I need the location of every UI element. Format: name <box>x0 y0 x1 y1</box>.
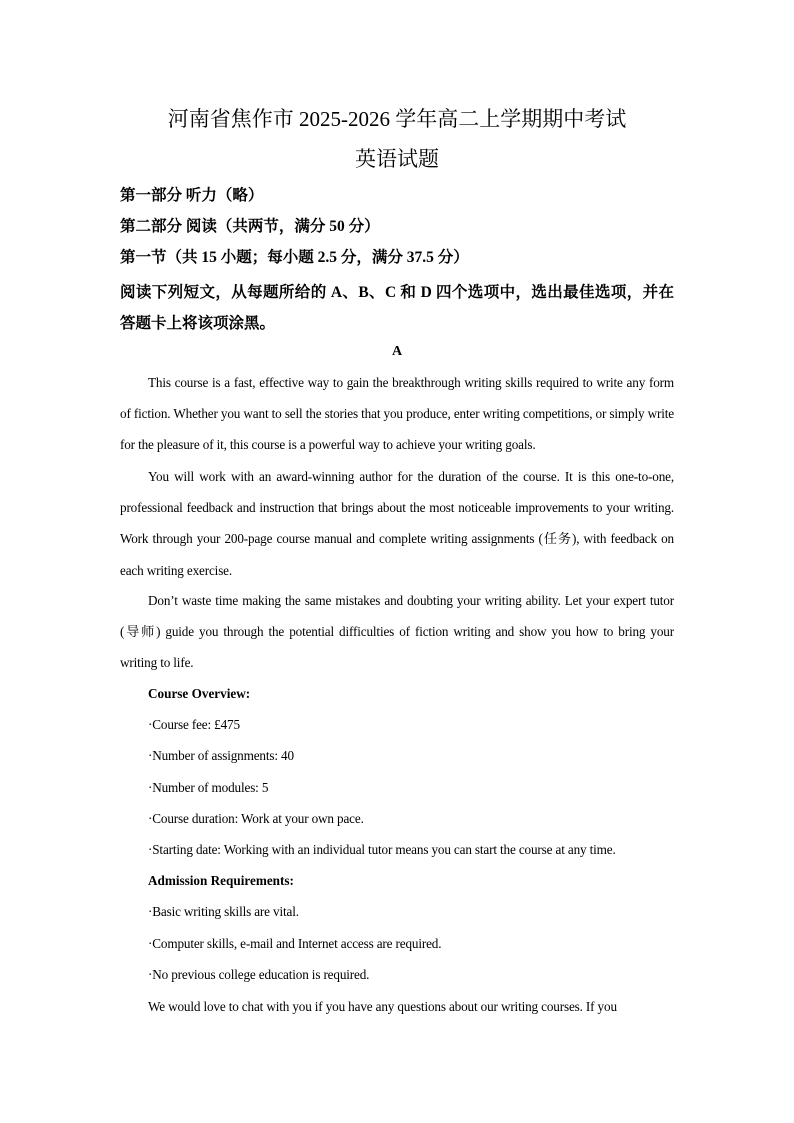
passage-letter: A <box>391 344 403 359</box>
overview-item: ·Number of assignments: 40 <box>148 748 294 763</box>
passage-paragraph: You will work with an award-winning author for the duration of the course. It is this one-to-one, professional feedback and instruction that brings about the most noticeable improvements to your writing. Work through your 200-page course manual and complete writing assignments (任务), with feedback on each writing exercise. <box>120 469 674 578</box>
overview-heading: Course Overview: <box>148 686 251 701</box>
passage-paragraph: This course is a fast, effective way to gain the breakthrough writing skills required to write any form of fiction. Whether you want to sell the stories that you produce, enter writing competitions, or simply write for the pleasure of it, this course is a powerful way to achieve your writing goals. <box>120 375 674 453</box>
passage-paragraph: Don’t waste time making the same mistakes and doubting your writing ability. Let your expert tutor (导师) guide you through the potential difficulties of fiction writing and show you how to bring your writing to life. <box>120 593 674 671</box>
subject-title: 英语试题 <box>355 147 439 171</box>
instructions: 阅读下列短文，从每题所给的 A、B、C 和 D 四个选项中，选出最佳选项，并在答题卡上将该项涂黑。 <box>120 284 674 332</box>
overview-item: ·Course fee: £475 <box>148 717 240 732</box>
admission-heading: Admission Requirements: <box>148 873 294 888</box>
part2-heading: 第二部分 阅读（共两节，满分 50 分） <box>120 218 380 235</box>
admission-item: ·Computer skills, e-mail and Internet access are required. <box>148 936 442 951</box>
overview-item: ·Number of modules: 5 <box>148 780 269 795</box>
part1-heading: 第一部分 听力（略） <box>120 187 264 204</box>
exam-title: 河南省焦作市 2025-2026 学年高二上学期期中考试 <box>167 107 627 131</box>
passage-paragraph: We would love to chat with you if you have any questions about our writing courses. If you <box>148 999 617 1014</box>
overview-item: ·Starting date: Working with an individual tutor means you can start the course at any time. <box>148 842 616 857</box>
section1-heading: 第一节（共 15 小题；每小题 2.5 分，满分 37.5 分） <box>120 249 469 266</box>
admission-item: ·Basic writing skills are vital. <box>148 904 299 919</box>
overview-item: ·Course duration: Work at your own pace. <box>148 811 364 826</box>
admission-item: ·No previous college education is required. <box>148 967 370 982</box>
